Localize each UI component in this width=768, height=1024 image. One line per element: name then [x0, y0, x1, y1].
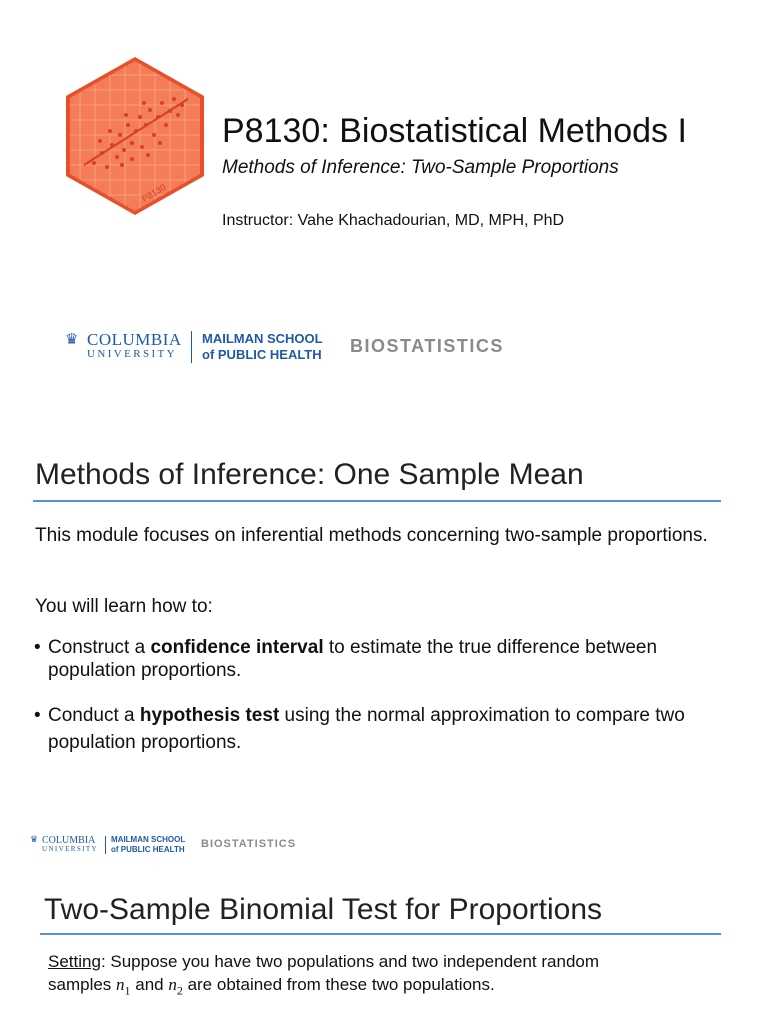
- public-health-wordmark: of PUBLIC HEALTH: [111, 845, 185, 854]
- course-subtitle: Methods of Inference: Two-Sample Proportions: [222, 157, 619, 178]
- columbia-mailman-logo-small: [30, 835, 310, 855]
- slide2-intro: This module focuses on inferential methods concerning two-sample proportions.: [35, 525, 708, 546]
- hex-badge-text: P8130: [140, 182, 168, 204]
- slide3-title: Two-Sample Binomial Test for Proportions: [44, 893, 603, 926]
- bullet-dot: •: [34, 705, 41, 726]
- n1-symbol: $n_1$: [116, 975, 131, 998]
- slide2-title: Methods of Inference: One Sample Mean: [35, 458, 584, 491]
- mailman-wordmark: MAILMAN SCHOOL: [111, 835, 186, 844]
- columbia-wordmark: COLUMBIA: [42, 835, 96, 846]
- slide2-learn-heading: You will learn how to:: [35, 596, 213, 617]
- columbia-mailman-logo: [65, 330, 525, 364]
- crown-icon: ♛: [30, 834, 39, 844]
- slide3-title-rule: [40, 933, 721, 935]
- slide2-title-rule: [33, 500, 721, 502]
- hex-logo: [62, 55, 208, 217]
- bullet-confidence-interval: [34, 636, 724, 682]
- bullet-dot: •: [34, 637, 41, 658]
- setting-label: Setting: [48, 952, 101, 971]
- course-title: P8130: Biostatistical Methods I: [222, 112, 687, 150]
- logo-divider: [191, 331, 192, 363]
- mailman-wordmark: MAILMAN SCHOOL: [202, 331, 323, 346]
- slide3-setting: Setting: Suppose you have two populations and two independent random samples $n_1$ and $n_2$ are obtained from these two populations.: [48, 952, 600, 998]
- bullet-text: Construct a confidence interval to estimate the true difference between population proportions.: [48, 637, 658, 681]
- bullet-text: Conduct a hypothesis test using the normal approximation to compare two population proportions.: [48, 705, 685, 753]
- columbia-wordmark: COLUMBIA: [87, 330, 182, 349]
- university-wordmark: UNIVERSITY: [87, 348, 177, 360]
- university-wordmark: UNIVERSITY: [42, 845, 98, 853]
- public-health-wordmark: of PUBLIC HEALTH: [202, 347, 322, 362]
- n2-symbol: $n_2$: [168, 975, 183, 998]
- logo-divider: [105, 836, 106, 854]
- instructor: Instructor: Vahe Khachadourian, MD, MPH, PhD: [222, 212, 565, 229]
- crown-icon: ♛: [65, 331, 79, 348]
- bullet-hypothesis-test: [34, 702, 724, 756]
- biostatistics-wordmark: BIOSTATISTICS: [350, 336, 504, 356]
- biostatistics-wordmark: BIOSTATISTICS: [201, 838, 297, 850]
